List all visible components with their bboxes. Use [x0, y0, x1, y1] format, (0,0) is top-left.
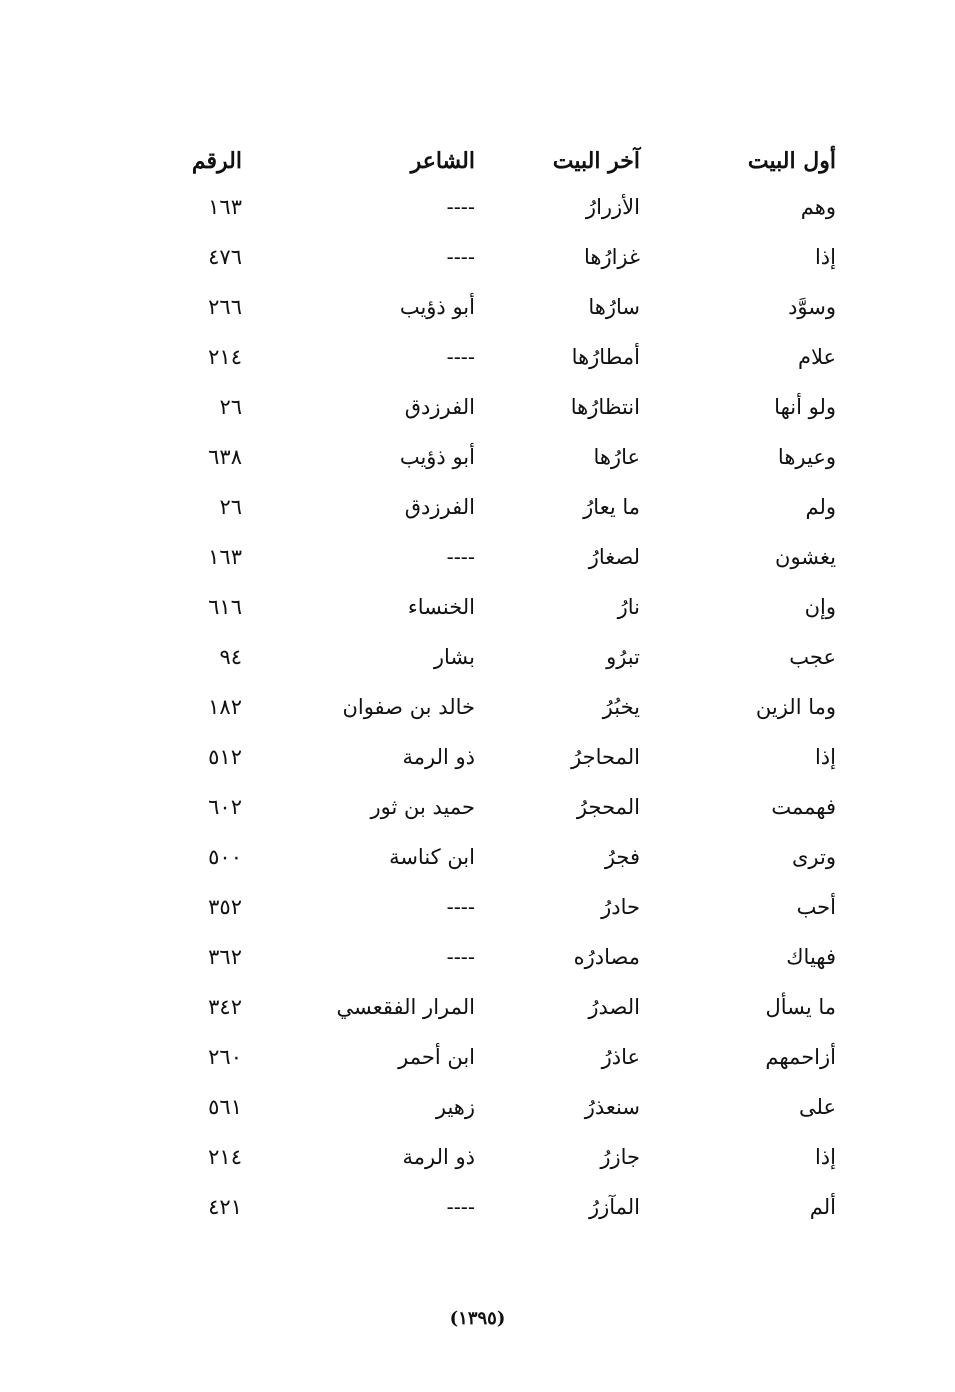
table-row: [150, 932, 850, 982]
table-row: [150, 1082, 850, 1132]
table-row: [150, 982, 850, 1032]
last-verse-cell: المحاجرُ: [571, 745, 640, 769]
first-verse-cell: ألم: [809, 1195, 836, 1219]
number-cell: ٢١٤: [208, 1145, 242, 1169]
last-verse-cell: المحجرُ: [576, 795, 640, 819]
number-cell: ١٦٣: [208, 545, 242, 569]
first-verse-cell: إذا: [814, 245, 836, 269]
table-row: [150, 282, 850, 332]
first-verse-cell: وإن: [804, 595, 836, 619]
last-verse-cell: ما يعارُ: [583, 495, 640, 519]
first-verse-cell: على: [799, 1095, 836, 1119]
table-row: [150, 1032, 850, 1082]
last-verse-cell: غزارُها: [583, 245, 640, 269]
last-verse-cell: فجرُ: [604, 845, 640, 869]
number-cell: ٢٦: [219, 395, 242, 419]
last-verse-cell: مصادرُه: [573, 945, 640, 969]
poet-cell: ابن أحمر: [398, 1045, 475, 1069]
last-verse-cell: المآزرُ: [588, 1195, 640, 1219]
number-cell: ١٨٢: [208, 695, 242, 719]
poet-cell: أبو ذؤيب: [399, 445, 475, 469]
first-verse-cell: أزاحمهم: [765, 1045, 836, 1069]
last-verse-cell: لصغارُ: [588, 545, 640, 569]
table-row: [150, 582, 850, 632]
last-verse-cell: تبرُو: [606, 645, 640, 669]
poet-cell: أبو ذؤيب: [399, 295, 475, 319]
header-number: الرقم: [191, 148, 242, 174]
index-table: [150, 140, 850, 1232]
number-cell: ٢١٤: [208, 345, 242, 369]
poet-cell: ----: [446, 1195, 475, 1219]
last-verse-cell: سارُها: [588, 295, 640, 319]
poet-cell: ----: [446, 945, 475, 969]
number-cell: ٦١٦: [208, 595, 242, 619]
table-body: [150, 182, 850, 1232]
table-row: [150, 1132, 850, 1182]
header-poet: الشاعر: [410, 148, 475, 174]
table-row: [150, 332, 850, 382]
first-verse-cell: ولو أنها: [774, 395, 836, 419]
last-verse-cell: الأزرارُ: [585, 195, 640, 219]
poet-cell: ----: [446, 195, 475, 219]
last-verse-cell: يخبُرُ: [602, 695, 640, 719]
poet-cell: زهير: [435, 1095, 475, 1119]
table-row: [150, 1182, 850, 1232]
poet-cell: ----: [446, 545, 475, 569]
poet-cell: ابن كناسة: [389, 845, 475, 869]
table-row: [150, 682, 850, 732]
last-verse-cell: سنعذرُ: [584, 1095, 640, 1119]
number-cell: ٤٧٦: [208, 245, 242, 269]
poet-cell: ----: [446, 895, 475, 919]
first-verse-cell: علام: [797, 345, 836, 369]
last-verse-cell: نارُ: [617, 595, 640, 619]
number-cell: ٢٦: [219, 495, 242, 519]
first-verse-cell: وعيرها: [777, 445, 836, 469]
page-number: (١٣٩٥): [449, 1308, 506, 1329]
poet-cell: الخنساء: [407, 595, 475, 619]
table-header: [150, 140, 850, 182]
last-verse-cell: الصدرُ: [588, 995, 640, 1019]
table-row: [150, 782, 850, 832]
number-cell: ٥١٢: [208, 745, 242, 769]
number-cell: ٣٦٢: [208, 945, 242, 969]
first-verse-cell: أحب: [796, 895, 836, 919]
poet-cell: ذو الرمة: [402, 1145, 475, 1169]
first-verse-cell: إذا: [814, 745, 836, 769]
table-row: [150, 182, 850, 232]
number-cell: ٤٢١: [208, 1195, 242, 1219]
table-row: [150, 832, 850, 882]
last-verse-cell: انتظارُها: [570, 395, 640, 419]
header-last-verse: آخر البيت: [552, 148, 640, 174]
poet-cell: ----: [446, 345, 475, 369]
poet-cell: ----: [446, 245, 475, 269]
first-verse-cell: إذا: [814, 1145, 836, 1169]
poet-cell: الفرزدق: [404, 395, 475, 419]
number-cell: ٩٤: [219, 645, 242, 669]
first-verse-cell: وما الزين: [755, 695, 836, 719]
poet-cell: الفرزدق: [404, 495, 475, 519]
first-verse-cell: وترى: [791, 845, 836, 869]
number-cell: ٦٠٢: [208, 795, 242, 819]
poet-cell: حميد بن ثور: [370, 795, 475, 819]
table-row: [150, 732, 850, 782]
number-cell: ٥٦١: [208, 1095, 242, 1119]
first-verse-cell: وسوَّد: [788, 295, 836, 319]
first-verse-cell: وهم: [800, 195, 836, 219]
last-verse-cell: عارُها: [593, 445, 640, 469]
header-first-verse: أول البيت: [747, 148, 836, 174]
number-cell: ٦٣٨: [208, 445, 242, 469]
poet-cell: ذو الرمة: [402, 745, 475, 769]
table-row: [150, 232, 850, 282]
number-cell: ٥٠٠: [208, 845, 242, 869]
first-verse-cell: ولم: [805, 495, 836, 519]
table-row: [150, 882, 850, 932]
table-row: [150, 432, 850, 482]
table-row: [150, 532, 850, 582]
table-row: [150, 482, 850, 532]
first-verse-cell: ما يسأل: [765, 995, 836, 1019]
last-verse-cell: أمطارُها: [571, 345, 640, 369]
number-cell: ٢٦٦: [208, 295, 242, 319]
last-verse-cell: عاذرُ: [601, 1045, 640, 1069]
first-verse-cell: يغشون: [775, 545, 836, 569]
number-cell: ١٦٣: [208, 195, 242, 219]
poet-cell: خالد بن صفوان: [342, 695, 475, 719]
table-row: [150, 632, 850, 682]
number-cell: ٣٥٢: [208, 895, 242, 919]
last-verse-cell: حادرُ: [601, 895, 640, 919]
poet-cell: بشار: [433, 645, 475, 669]
first-verse-cell: فهممت: [771, 795, 836, 819]
table-row: [150, 382, 850, 432]
last-verse-cell: جازرُ: [600, 1145, 640, 1169]
first-verse-cell: فهياك: [786, 945, 836, 969]
number-cell: ٢٦٠: [208, 1045, 242, 1069]
poet-cell: المرار الفقعسي: [336, 995, 475, 1019]
first-verse-cell: عجب: [789, 645, 836, 669]
number-cell: ٣٤٢: [208, 995, 242, 1019]
